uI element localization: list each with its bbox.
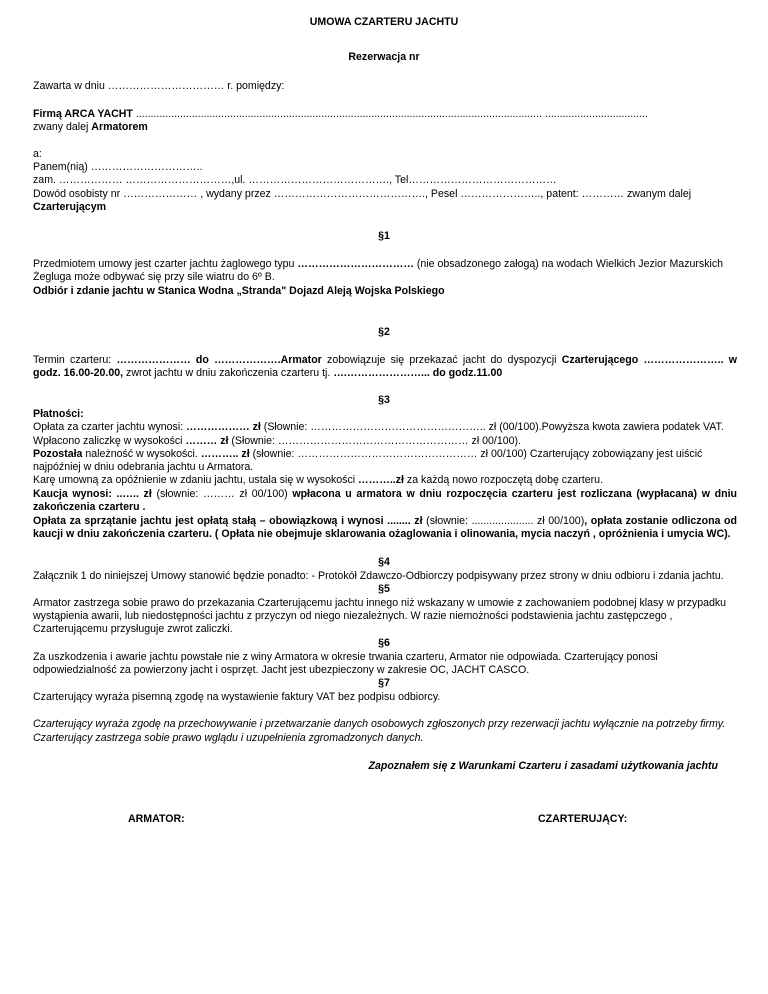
- consent-line-1: Czarterujący wyraża zgodę na przechowywanie i przetwarzanie danych osobowych zgłoszonych przy rezerwacji jachtu wyłącznie na potrzeby firmy.: [33, 718, 726, 730]
- section-3-heading: §3: [378, 394, 390, 406]
- s2-text-d: zobowiązuje się przekazać jacht do dyspozycji: [321, 354, 562, 366]
- section-4-text: Załącznik 1 do niniejszej Umowy stanowić będzie ponadto: - Protokół Zdawczo-Odbiorczy podpisywany przez strony w dniu odbioru i zdania jachtu.: [33, 570, 724, 582]
- section-1-line-2: Żegluga może odbywać się przy sile wiatru do 6º B.: [33, 271, 275, 283]
- section-5-line-3: Czarterującemu przysługuje zwrot zaliczki.: [33, 623, 233, 635]
- s3-l3-b: należność w wysokości.: [82, 448, 201, 460]
- section-6-line-1: Za uszkodzenia i awarie jachtu powstałe nie z winy Armatora w okresie trwania czarteru, Armator nie odpowiada. Czarterujący ponosi: [33, 651, 658, 663]
- s1-text-c: (nie obsadzonego załogą) na wodach Wielkich Jezior Mazurskich: [413, 258, 724, 270]
- s3-l6-b: (słownie: ……… zł 00/100): [151, 488, 293, 500]
- s2-text-b: zwrot jachtu w dniu zakończenia czarteru tj.: [123, 367, 334, 379]
- s3-l1-b: ……………… zł: [186, 421, 261, 433]
- section-5-heading: §5: [378, 583, 390, 595]
- section-1-heading: §1: [378, 230, 390, 242]
- s3-l8-c: , opłata zostanie odliczona od: [584, 515, 737, 527]
- document-title: UMOWA CZARTERU JACHTU: [309, 16, 459, 28]
- section-6-heading: §6: [378, 637, 390, 649]
- party-id-line: Dowód osobisty nr ………………… , wydany przez ……………………………………., Pesel ………………….., patent: ………… zwanym dalej: [33, 188, 692, 200]
- section-3-line-4: najpóźniej w dniu odebrania jachtu u Armatora.: [33, 461, 254, 473]
- s3-l1-c: (Słownie: ………………………………………….. zł (00/100).Powyższa kwota zawiera podatek VAT.: [260, 421, 724, 433]
- s3-l3-d: (słownie: …………………………………………… zł 00/100) Czarterujący zobowiązany jest uiścić: [249, 448, 703, 460]
- s3-l5-b: ………..zł: [358, 474, 404, 486]
- s3-l3-a: Pozostała: [33, 448, 83, 460]
- section-7-heading: §7: [378, 677, 390, 689]
- s3-l8-b: (słownie: ..................... zł 00/100): [422, 515, 585, 527]
- section-3-line-6: [33, 488, 737, 502]
- s2-dates: ………………… do ……………….: [116, 354, 281, 366]
- charterer-label: Czarterującym: [33, 201, 107, 213]
- section-6-line-2: odpowiedzialność za powierzony jacht i osprzęt. Jacht jest ubezpieczony w zakresie OC, JACHT CASCO.: [33, 664, 530, 676]
- section-1-line-3: Odbiór i zdanie jachtu w Stanica Wodna „Stranda" Dojazd Aleją Wojska Polskiego: [33, 285, 445, 297]
- s1-text-a: Przedmiotem umowy jest czarter jachtu żaglowego typu: [33, 258, 298, 270]
- s3-l3-c: ……….. zł: [200, 448, 250, 460]
- section-3-line-1: [33, 421, 737, 435]
- section-3-line-7: zakończenia czarteru .: [33, 501, 146, 513]
- section-2-line-2: [33, 367, 737, 381]
- section-4-heading: §4: [378, 556, 390, 568]
- s3-l2-a: Wpłacono zaliczkę w wysokości: [33, 435, 186, 447]
- signature-armator: ARMATOR:: [128, 813, 185, 825]
- section-3-line-5: [33, 474, 737, 488]
- s3-l5-c: za każdą nowo rozpoczętą dobę czarteru.: [403, 474, 604, 486]
- reservation-number: Rezerwacja nr: [348, 51, 420, 63]
- section-7-text: Czarterujący wyraża pisemną zgodę na wystawienie faktury VAT bez podpisu odbiorcy.: [33, 691, 441, 703]
- s2-text-a: Termin czarteru:: [33, 354, 117, 366]
- s2-charterer: Czarterującego ………………….. w: [561, 354, 737, 366]
- party-name: Panem(nią) …………………………..: [33, 161, 203, 173]
- consent-line-2: Czarterujący zastrzega sobie prawo wglądu i uzupełnienia zgromadzonych danych.: [33, 732, 424, 744]
- s3-l8-a: Opłata za sprzątanie jachtu jest opłatą stałą – obowiązkową i wynosi ........ zł: [33, 515, 423, 527]
- section-3-line-3: [33, 448, 737, 462]
- owner-prefix: zwany dalej: [33, 121, 92, 133]
- s3-l2-b: ……… zł: [185, 435, 229, 447]
- payments-label: Płatności:: [33, 408, 84, 420]
- acknowledgement: Zapoznałem się z Warunkami Czarteru i zasadami użytkowania jachtu: [368, 760, 718, 772]
- party-a: a:: [33, 148, 42, 160]
- s2-armator: Armator: [280, 354, 322, 366]
- section-3-line-8: [33, 515, 737, 529]
- company-dots: .......................................................................................................................................... ...................................: [132, 108, 648, 120]
- section-5-line-2: wystąpienia awarii, lub niedostępności jachtu z przyczyn od niego niezależnych. W razie niemożności podstawienia jachtu zastępczego ,: [33, 610, 673, 622]
- section-3-line-2: [33, 435, 737, 449]
- s3-l6-c: wpłacona u armatora w dniu rozpoczęcia czarteru jest rozliczana (wypłacana) w dniu: [292, 488, 737, 500]
- owner-label: Armatorem: [91, 121, 148, 133]
- s3-l5-a: Karę umowną za opóźnienie w zdaniu jachtu, ustala się w wysokości: [33, 474, 359, 486]
- s3-l1-a: Opłata za czarter jachtu wynosi:: [33, 421, 187, 433]
- owner-line: [33, 121, 737, 135]
- section-1-line-1: [33, 258, 737, 272]
- section-2-line-1: [33, 354, 737, 368]
- s2-return: ….…………………... do godz.11.00: [333, 367, 503, 379]
- company-name: Firmą ARCA YACHT: [33, 108, 133, 120]
- s3-l6-a: Kaucja wynosi: ..….. zł: [33, 488, 152, 500]
- s3-l2-c: (Słownie: ……………………………………………… zł 00/100).: [228, 435, 522, 447]
- company-line: [33, 108, 737, 122]
- signature-charterer: CZARTERUJĄCY:: [538, 813, 628, 825]
- s1-yacht-type: ……………………………: [297, 258, 414, 270]
- section-5-line-1: Armator zastrzega sobie prawo do przekazania Czarterującemu jachtu innego niż wskazany w umowie z zachowaniem podobnej klasy w przypadku: [33, 597, 727, 609]
- intro-line: Zawarta w dniu …………………………… r. pomiędzy:: [33, 80, 285, 92]
- party-address: zam. ……………… …………………………,ul. …………………………………., Tel……………………………………: [33, 174, 557, 186]
- s2-hours: godz. 16.00-20.00,: [33, 367, 124, 379]
- section-3-line-9: kaucji w dniu zakończenia czarteru. ( Opłata nie obejmuje sklarowania ożaglowania i olinowania, mycia naczyń , opróżnienia i umycia WC).: [33, 528, 731, 540]
- section-2-heading: §2: [378, 326, 390, 338]
